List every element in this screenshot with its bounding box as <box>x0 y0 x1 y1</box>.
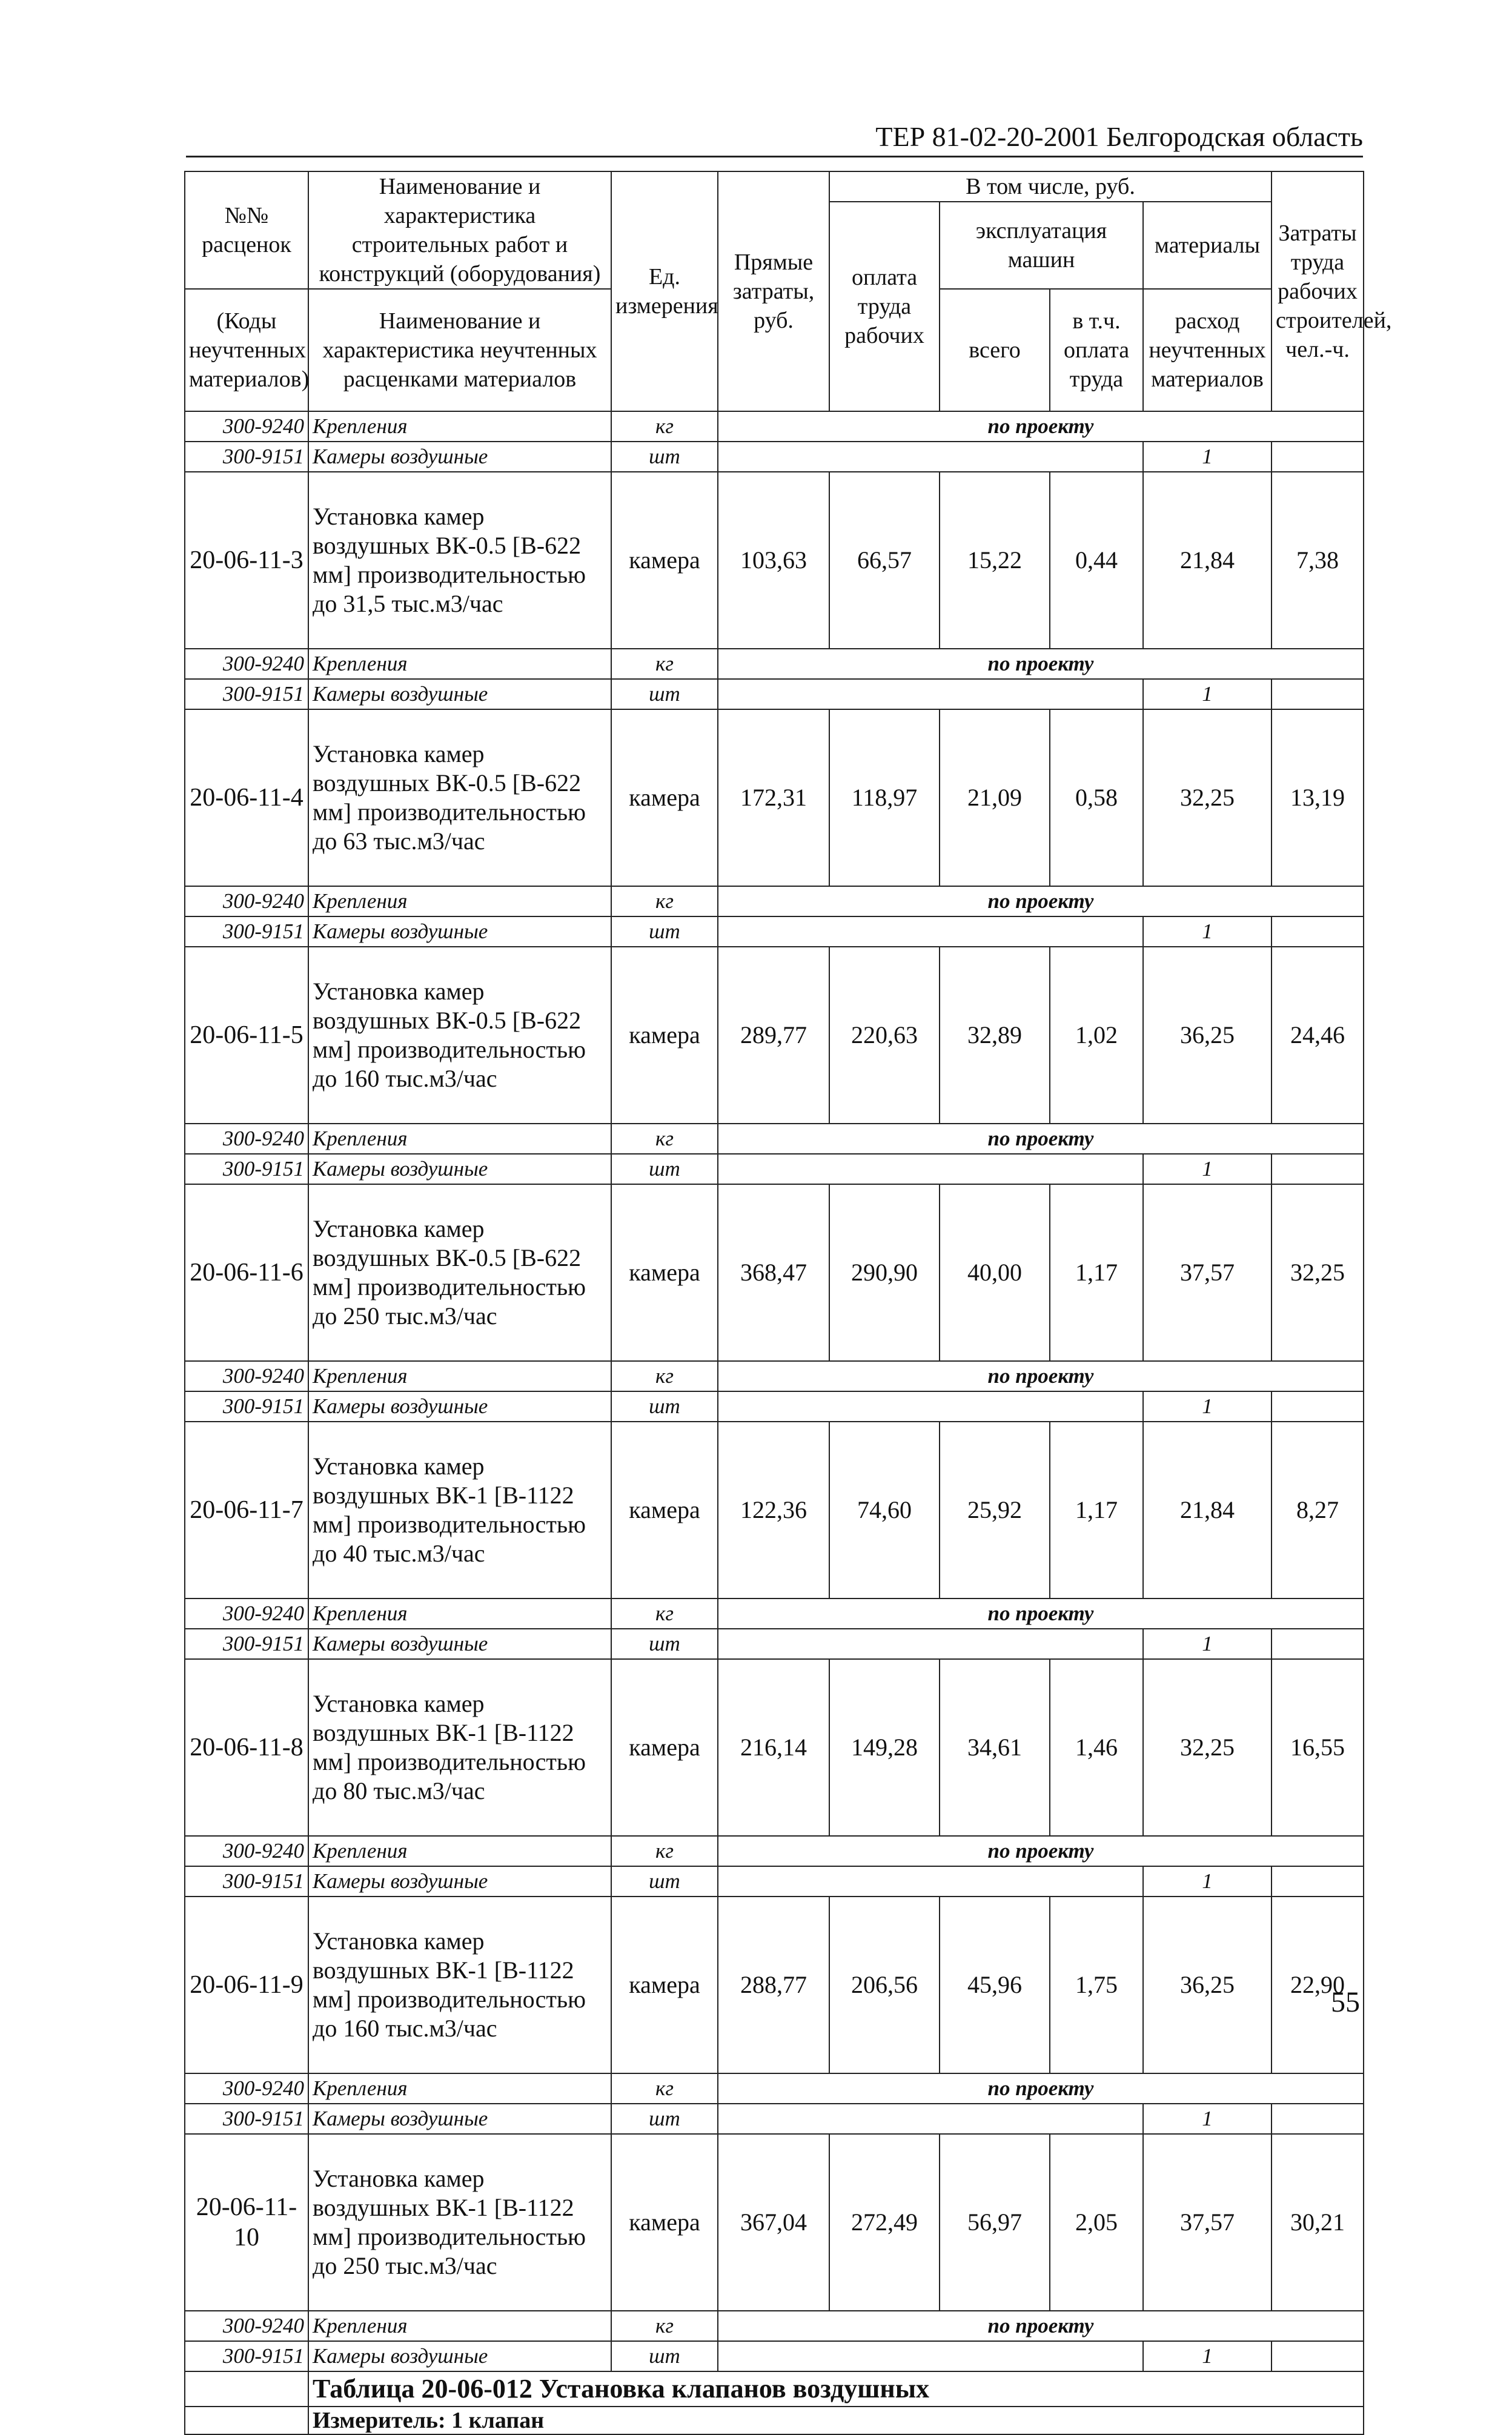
material-name: Камеры воздушные <box>308 1866 611 1897</box>
material-name: Камеры воздушные <box>308 1154 611 1184</box>
measure-empty-cell <box>185 2407 308 2434</box>
material-name: Камеры воздушные <box>308 679 611 709</box>
material-row-fastening <box>185 1598 1364 1629</box>
material-row-chamber <box>185 1391 1364 1422</box>
material-row-chamber <box>185 2104 1364 2134</box>
material-name: Крепления <box>308 886 611 916</box>
rate-labor-pay: 290,90 <box>829 1184 940 1361</box>
rate-materials: 21,84 <box>1143 1422 1272 1598</box>
material-empty <box>1272 2341 1364 2371</box>
rate-machines-total: 21,09 <box>940 709 1050 886</box>
rate-labor-hours: 8,27 <box>1272 1422 1364 1598</box>
material-row-fastening <box>185 2311 1364 2341</box>
rate-materials: 32,25 <box>1143 709 1272 886</box>
col-name-header: Наименование и характеристика строительных работ и конструкций (оборудования) <box>308 171 611 289</box>
col-machines-header: эксплуатация машин <box>940 202 1143 289</box>
material-empty <box>1272 916 1364 947</box>
material-unit: шт <box>611 1154 718 1184</box>
rate-code: 20-06-11-5 <box>185 947 308 1124</box>
rate-labor-pay: 272,49 <box>829 2134 940 2311</box>
material-row-chamber <box>185 442 1364 472</box>
material-name: Камеры воздушные <box>308 2104 611 2134</box>
page-header <box>186 118 1363 157</box>
rate-direct-cost: 172,31 <box>718 709 829 886</box>
material-empty <box>718 442 1143 472</box>
material-unit: кг <box>611 411 718 442</box>
rate-row <box>185 472 1364 649</box>
material-quantity: по проекту <box>718 1124 1364 1154</box>
material-code: 300-9151 <box>185 1629 308 1659</box>
rate-labor-pay: 66,57 <box>829 472 940 649</box>
material-code: 300-9240 <box>185 1361 308 1391</box>
rate-materials: 36,25 <box>1143 1897 1272 2073</box>
rate-direct-cost: 368,47 <box>718 1184 829 1361</box>
next-table-title-row <box>185 2371 1364 2407</box>
col-machines-labor-header: в т.ч. оплата труда <box>1050 289 1143 411</box>
col-direct-header: Прямые затраты, руб. <box>718 171 829 411</box>
rate-machines-total: 25,92 <box>940 1422 1050 1598</box>
title-empty-cell <box>185 2371 308 2407</box>
rate-unit: камера <box>611 709 718 886</box>
rate-machines-total: 45,96 <box>940 1897 1050 2073</box>
rate-machines-labor: 1,46 <box>1050 1659 1143 1836</box>
material-code: 300-9240 <box>185 649 308 679</box>
material-code: 300-9240 <box>185 1124 308 1154</box>
material-quantity: 1 <box>1143 1154 1272 1184</box>
material-empty <box>718 2341 1143 2371</box>
col-unit-header: Ед. измерения <box>611 171 718 411</box>
rate-row <box>185 1897 1364 2073</box>
material-empty <box>718 916 1143 947</box>
col-materials-sub-header: расход неучтенных материалов <box>1143 289 1272 411</box>
rate-name: Установка камер воздушных ВК-0.5 [В-622 мм] производительностью до 31,5 тыс.м3/час <box>308 472 611 649</box>
rate-code: 20-06-11-9 <box>185 1897 308 2073</box>
measure-unit: Измеритель: 1 клапан <box>308 2407 1364 2434</box>
rate-machines-labor: 1,17 <box>1050 1184 1143 1361</box>
rate-labor-pay: 206,56 <box>829 1897 940 2073</box>
material-empty <box>1272 1629 1364 1659</box>
material-code: 300-9240 <box>185 2073 308 2104</box>
rate-machines-labor: 1,75 <box>1050 1897 1143 2073</box>
material-name: Камеры воздушные <box>308 916 611 947</box>
material-quantity: 1 <box>1143 1629 1272 1659</box>
rate-row <box>185 1659 1364 1836</box>
rate-row <box>185 1184 1364 1361</box>
rate-direct-cost: 103,63 <box>718 472 829 649</box>
col-labor-cost-header: Затраты труда рабочих строителей, чел.-ч. <box>1272 171 1364 411</box>
rate-labor-hours: 30,21 <box>1272 2134 1364 2311</box>
col-labor-pay-header: оплата труда рабочих <box>829 202 940 411</box>
page-number: 55 <box>1331 1986 1360 2018</box>
rate-name: Установка камер воздушных ВК-1 [В-1122 мм] производительностью до 160 тыс.м3/час <box>308 1897 611 2073</box>
material-name: Камеры воздушные <box>308 1391 611 1422</box>
rate-name: Установка камер воздушных ВК-0.5 [В-622 мм] производительностью до 160 тыс.м3/час <box>308 947 611 1124</box>
rate-code: 20-06-11-4 <box>185 709 308 886</box>
rate-direct-cost: 289,77 <box>718 947 829 1124</box>
material-row-chamber <box>185 916 1364 947</box>
col-incl-header: В том числе, руб. <box>829 171 1272 202</box>
material-row-chamber <box>185 1629 1364 1659</box>
material-quantity: 1 <box>1143 1866 1272 1897</box>
rate-labor-hours: 24,46 <box>1272 947 1364 1124</box>
material-unit: шт <box>611 679 718 709</box>
rate-name: Установка камер воздушных ВК-0.5 [В-622 мм] производительностью до 250 тыс.м3/час <box>308 1184 611 1361</box>
rate-unit: камера <box>611 1422 718 1598</box>
rate-row <box>185 1422 1364 1598</box>
material-unit: шт <box>611 1391 718 1422</box>
material-row-fastening <box>185 1361 1364 1391</box>
material-empty <box>1272 1391 1364 1422</box>
rate-machines-labor: 0,44 <box>1050 472 1143 649</box>
material-name: Камеры воздушные <box>308 1629 611 1659</box>
rate-materials: 37,57 <box>1143 1184 1272 1361</box>
material-code: 300-9240 <box>185 1598 308 1629</box>
rate-machines-total: 15,22 <box>940 472 1050 649</box>
material-unit: кг <box>611 1598 718 1629</box>
rate-code: 20-06-11-10 <box>185 2134 308 2311</box>
rate-machines-labor: 1,17 <box>1050 1422 1143 1598</box>
next-table-title: Таблица 20-06-012 Установка клапанов воздушных <box>308 2371 1364 2407</box>
material-row-fastening <box>185 886 1364 916</box>
rate-machines-labor: 2,05 <box>1050 2134 1143 2311</box>
col-name-sub-header: Наименование и характеристика неучтенных расценками материалов <box>308 289 611 411</box>
rate-code: 20-06-11-6 <box>185 1184 308 1361</box>
rate-direct-cost: 122,36 <box>718 1422 829 1598</box>
material-name: Камеры воздушные <box>308 2341 611 2371</box>
material-unit: шт <box>611 1866 718 1897</box>
material-code: 300-9240 <box>185 886 308 916</box>
rate-machines-total: 34,61 <box>940 1659 1050 1836</box>
material-quantity: 1 <box>1143 679 1272 709</box>
material-empty <box>1272 442 1364 472</box>
rate-labor-pay: 149,28 <box>829 1659 940 1836</box>
material-name: Крепления <box>308 2311 611 2341</box>
material-unit: шт <box>611 2104 718 2134</box>
material-empty <box>718 1154 1143 1184</box>
rate-labor-hours: 22,90 <box>1272 1897 1364 2073</box>
rate-labor-hours: 7,38 <box>1272 472 1364 649</box>
material-name: Крепления <box>308 649 611 679</box>
material-quantity: по проекту <box>718 649 1364 679</box>
material-code: 300-9151 <box>185 442 308 472</box>
rate-machines-total: 56,97 <box>940 2134 1050 2311</box>
material-empty <box>718 679 1143 709</box>
rate-row <box>185 947 1364 1124</box>
material-row-chamber <box>185 1154 1364 1184</box>
material-name: Камеры воздушные <box>308 442 611 472</box>
material-name: Крепления <box>308 411 611 442</box>
material-unit: шт <box>611 2341 718 2371</box>
material-quantity: по проекту <box>718 1598 1364 1629</box>
material-quantity: по проекту <box>718 411 1364 442</box>
measure-row <box>185 2407 1364 2434</box>
material-code: 300-9151 <box>185 1866 308 1897</box>
rate-labor-hours: 32,25 <box>1272 1184 1364 1361</box>
header-row-1 <box>185 171 1364 202</box>
material-empty <box>1272 679 1364 709</box>
material-row-fastening <box>185 1836 1364 1866</box>
rate-materials: 32,25 <box>1143 1659 1272 1836</box>
material-name: Крепления <box>308 2073 611 2104</box>
material-row-chamber <box>185 679 1364 709</box>
material-code: 300-9240 <box>185 1836 308 1866</box>
material-row-fastening <box>185 649 1364 679</box>
rate-name: Установка камер воздушных ВК-0.5 [В-622 мм] производительностью до 63 тыс.м3/час <box>308 709 611 886</box>
rates-table <box>184 171 1392 2435</box>
rate-machines-total: 40,00 <box>940 1184 1050 1361</box>
material-empty <box>1272 2104 1364 2134</box>
rate-unit: камера <box>611 947 718 1124</box>
material-unit: кг <box>611 2311 718 2341</box>
material-row-fastening <box>185 1124 1364 1154</box>
material-quantity: по проекту <box>718 886 1364 916</box>
rate-direct-cost: 367,04 <box>718 2134 829 2311</box>
rate-labor-hours: 16,55 <box>1272 1659 1364 1836</box>
material-code: 300-9151 <box>185 2104 308 2134</box>
rate-row <box>185 709 1364 886</box>
material-code: 300-9240 <box>185 2311 308 2341</box>
material-quantity: по проекту <box>718 1836 1364 1866</box>
rate-code: 20-06-11-7 <box>185 1422 308 1598</box>
material-empty <box>1272 1154 1364 1184</box>
material-code: 300-9151 <box>185 2341 308 2371</box>
rate-direct-cost: 216,14 <box>718 1659 829 1836</box>
material-unit: кг <box>611 649 718 679</box>
material-empty <box>1272 1866 1364 1897</box>
rate-labor-hours: 13,19 <box>1272 709 1364 886</box>
material-name: Крепления <box>308 1361 611 1391</box>
material-unit: кг <box>611 2073 718 2104</box>
material-code: 300-9151 <box>185 679 308 709</box>
rate-labor-pay: 74,60 <box>829 1422 940 1598</box>
rate-materials: 21,84 <box>1143 472 1272 649</box>
material-quantity: 1 <box>1143 916 1272 947</box>
material-quantity: 1 <box>1143 2104 1272 2134</box>
rate-name: Установка камер воздушных ВК-1 [В-1122 мм] производительностью до 40 тыс.м3/час <box>308 1422 611 1598</box>
col-code-sub-header: (Коды неучтенных материалов) <box>185 289 308 411</box>
material-unit: шт <box>611 916 718 947</box>
rate-direct-cost: 288,77 <box>718 1897 829 2073</box>
col-code-header: №№ расценок <box>185 171 308 289</box>
material-name: Крепления <box>308 1124 611 1154</box>
col-machines-total-header: всего <box>940 289 1050 411</box>
material-code: 300-9240 <box>185 411 308 442</box>
rate-machines-labor: 1,02 <box>1050 947 1143 1124</box>
material-unit: шт <box>611 1629 718 1659</box>
material-row-fastening <box>185 2073 1364 2104</box>
rate-code: 20-06-11-8 <box>185 1659 308 1836</box>
material-quantity: 1 <box>1143 2341 1272 2371</box>
material-empty <box>718 1629 1143 1659</box>
document-title: ТЕР 81-02-20-2001 Белгородская область <box>875 121 1363 152</box>
rate-materials: 36,25 <box>1143 947 1272 1124</box>
rate-unit: камера <box>611 1897 718 2073</box>
rate-labor-pay: 118,97 <box>829 709 940 886</box>
material-row-chamber <box>185 2341 1364 2371</box>
rate-unit: камера <box>611 2134 718 2311</box>
material-unit: кг <box>611 1124 718 1154</box>
rate-materials: 37,57 <box>1143 2134 1272 2311</box>
material-row-chamber <box>185 1866 1364 1897</box>
material-code: 300-9151 <box>185 916 308 947</box>
material-quantity: 1 <box>1143 1391 1272 1422</box>
rate-row <box>185 2134 1364 2311</box>
material-quantity: по проекту <box>718 2311 1364 2341</box>
rate-unit: камера <box>611 1184 718 1361</box>
rate-unit: камера <box>611 472 718 649</box>
material-empty <box>718 2104 1143 2134</box>
material-quantity: по проекту <box>718 1361 1364 1391</box>
rate-machines-labor: 0,58 <box>1050 709 1143 886</box>
material-unit: кг <box>611 886 718 916</box>
material-empty <box>718 1866 1143 1897</box>
material-quantity: 1 <box>1143 442 1272 472</box>
rate-unit: камера <box>611 1659 718 1836</box>
rate-code: 20-06-11-3 <box>185 472 308 649</box>
material-empty <box>718 1391 1143 1422</box>
material-row-fastening <box>185 411 1364 442</box>
rate-labor-pay: 220,63 <box>829 947 940 1124</box>
material-unit: шт <box>611 442 718 472</box>
col-materials-header: материалы <box>1143 202 1272 289</box>
rate-machines-total: 32,89 <box>940 947 1050 1124</box>
material-code: 300-9151 <box>185 1391 308 1422</box>
material-code: 300-9151 <box>185 1154 308 1184</box>
rate-name: Установка камер воздушных ВК-1 [В-1122 мм] производительностью до 80 тыс.м3/час <box>308 1659 611 1836</box>
material-quantity: по проекту <box>718 2073 1364 2104</box>
material-unit: кг <box>611 1361 718 1391</box>
material-unit: кг <box>611 1836 718 1866</box>
rate-name: Установка камер воздушных ВК-1 [В-1122 мм] производительностью до 250 тыс.м3/час <box>308 2134 611 2311</box>
material-name: Крепления <box>308 1836 611 1866</box>
material-name: Крепления <box>308 1598 611 1629</box>
